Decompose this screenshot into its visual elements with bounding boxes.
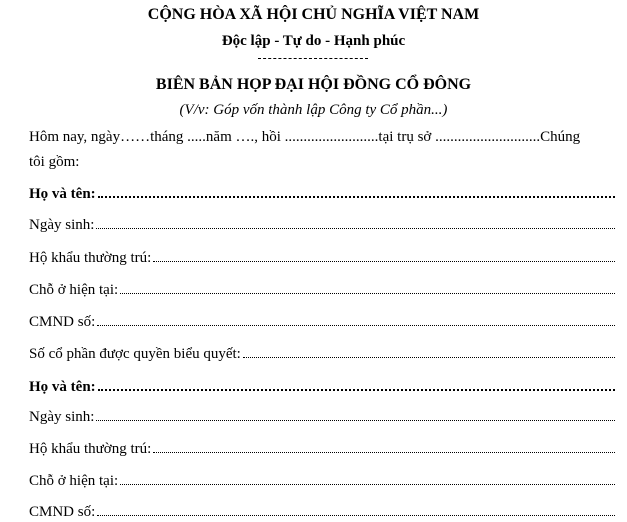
intro-line-2: tôi gồm: [29,154,80,170]
document-title: BIÊN BẢN HỌP ĐẠI HỘI ĐỒNG CỔ ĐÔNG [155,76,472,93]
fill-in-line [153,440,615,453]
fill-in-line [98,377,615,391]
person-1-dob-field[interactable] [29,216,615,234]
person-1-id-field[interactable] [29,313,615,331]
person-2-household-label: Hộ khẩu thường trú: [29,441,152,457]
person-2-address-field[interactable] [29,472,615,490]
nation-header: CỘNG HÒA XÃ HỘI CHỦ NGHĨA VIỆT NAM [147,6,480,23]
fill-in-line [243,345,615,358]
fill-in-line [120,281,615,294]
document-subtitle: (V/v: Góp vốn thành lập Công ty Cổ phần...) [179,102,448,118]
person-2-address-label: Chỗ ở hiện tại: [29,473,119,489]
person-2-dob-field[interactable] [29,408,615,426]
person-2-household-field[interactable] [29,440,615,458]
person-1-shares-field[interactable] [29,345,615,363]
person-1-name-field[interactable] [29,184,615,203]
person-2-id-label: CMND số: [29,504,96,520]
person-1-household-field[interactable] [29,249,615,267]
fill-in-line [120,472,615,485]
person-1-shares-label: Số cổ phần được quyền biểu quyết: [29,346,241,362]
person-2-name-label: Họ và tên: [29,379,96,395]
header-separator [258,58,368,59]
motto: Độc lập - Tự do - Hạnh phúc [221,33,406,49]
person-1-household-label: Hộ khẩu thường trú: [29,250,152,266]
person-2-id-field[interactable] [29,503,615,521]
person-1-dob-label: Ngày sinh: [29,217,95,233]
fill-in-line [97,313,615,326]
fill-in-line [98,184,615,198]
person-1-address-label: Chỗ ở hiện tại: [29,282,119,298]
person-1-id-label: CMND số: [29,314,96,330]
person-1-address-field[interactable] [29,281,615,299]
person-2-dob-label: Ngày sinh: [29,409,95,425]
fill-in-line [96,216,615,229]
intro-line-1: Hôm nay, ngày……tháng .....năm …., hồi .........................tại trụ sở ............................Chúng [29,129,581,145]
person-1-name-label: Họ và tên: [29,186,96,202]
person-2-name-field[interactable] [29,377,615,396]
fill-in-line [153,249,615,262]
fill-in-line [96,408,615,421]
fill-in-line [97,503,615,516]
